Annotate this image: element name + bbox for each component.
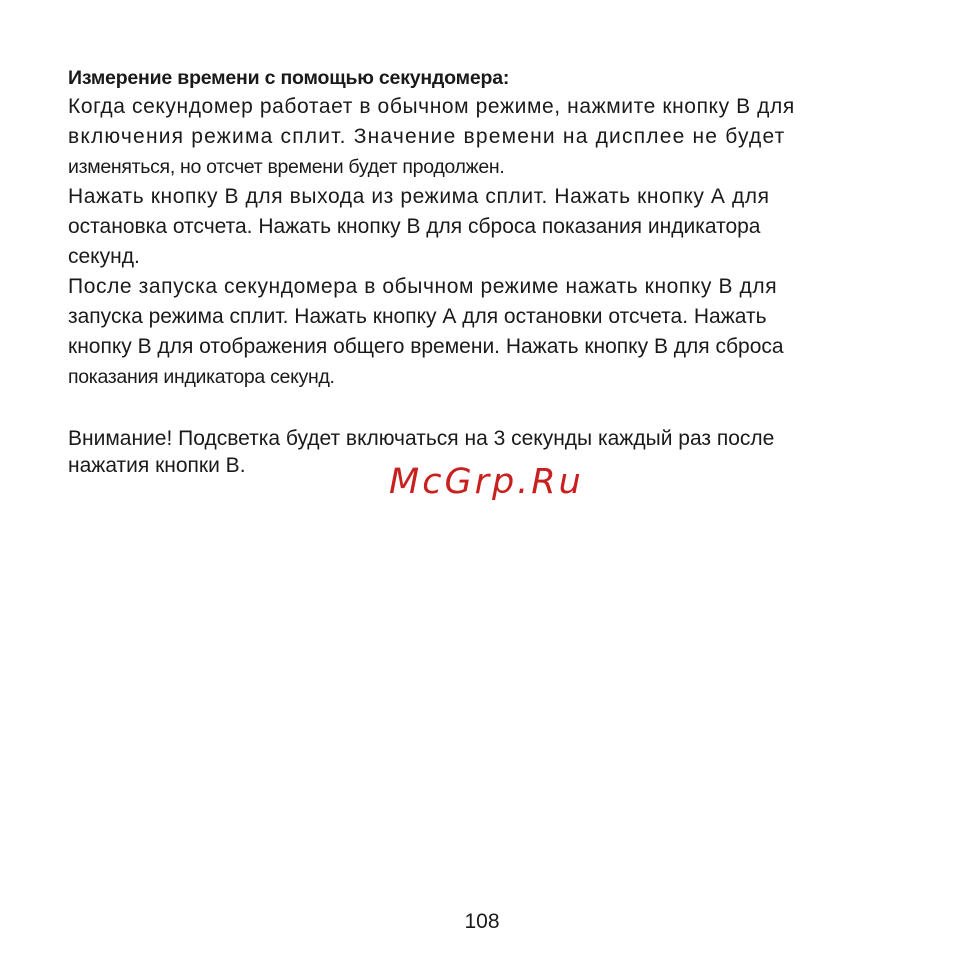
watermark-logo: McGrp.Ru [389, 462, 584, 502]
paragraph-2-line-2: остановка отсчета. Нажать кнопку B для сброса показания индикатора [68, 215, 761, 238]
warning-line-1: Внимание! Подсветка будет включаться на 3 секунды каждый раз после [68, 427, 775, 450]
paragraph-2-line-3: секунд. [68, 245, 140, 268]
page-number: 108 [464, 910, 500, 933]
paragraph-3-line-1: После запуска секундомера в обычном режиме нажать кнопку B для [68, 275, 778, 298]
warning-line-2: нажатия кнопки B. [68, 454, 246, 477]
paragraph-2-line-1: Нажать кнопку B для выхода из режима сплит. Нажать кнопку А для [68, 185, 770, 208]
paragraph-3-line-3: кнопку B для отображения общего времени. Нажать кнопку B для сброса [68, 335, 784, 358]
paragraph-3-line-4: показания индикатора секунд. [68, 366, 335, 388]
paragraph-1-line-1: Когда секундомер работает в обычном режиме, нажмите кнопку B для [68, 95, 795, 118]
paragraph-3-line-2: запуска режима сплит. Нажать кнопку А для остановки отсчета. Нажать [68, 305, 767, 328]
paragraph-1-line-2: включения режима сплит. Значение времени на дисплее не будет [68, 125, 786, 148]
paragraph-1-line-3: изменяться, но отсчет времени будет продолжен. [68, 156, 505, 178]
document-content [68, 64, 898, 481]
section-heading: Измерение времени с помощью секундомера: [68, 67, 510, 89]
paragraph-gap [68, 392, 898, 424]
